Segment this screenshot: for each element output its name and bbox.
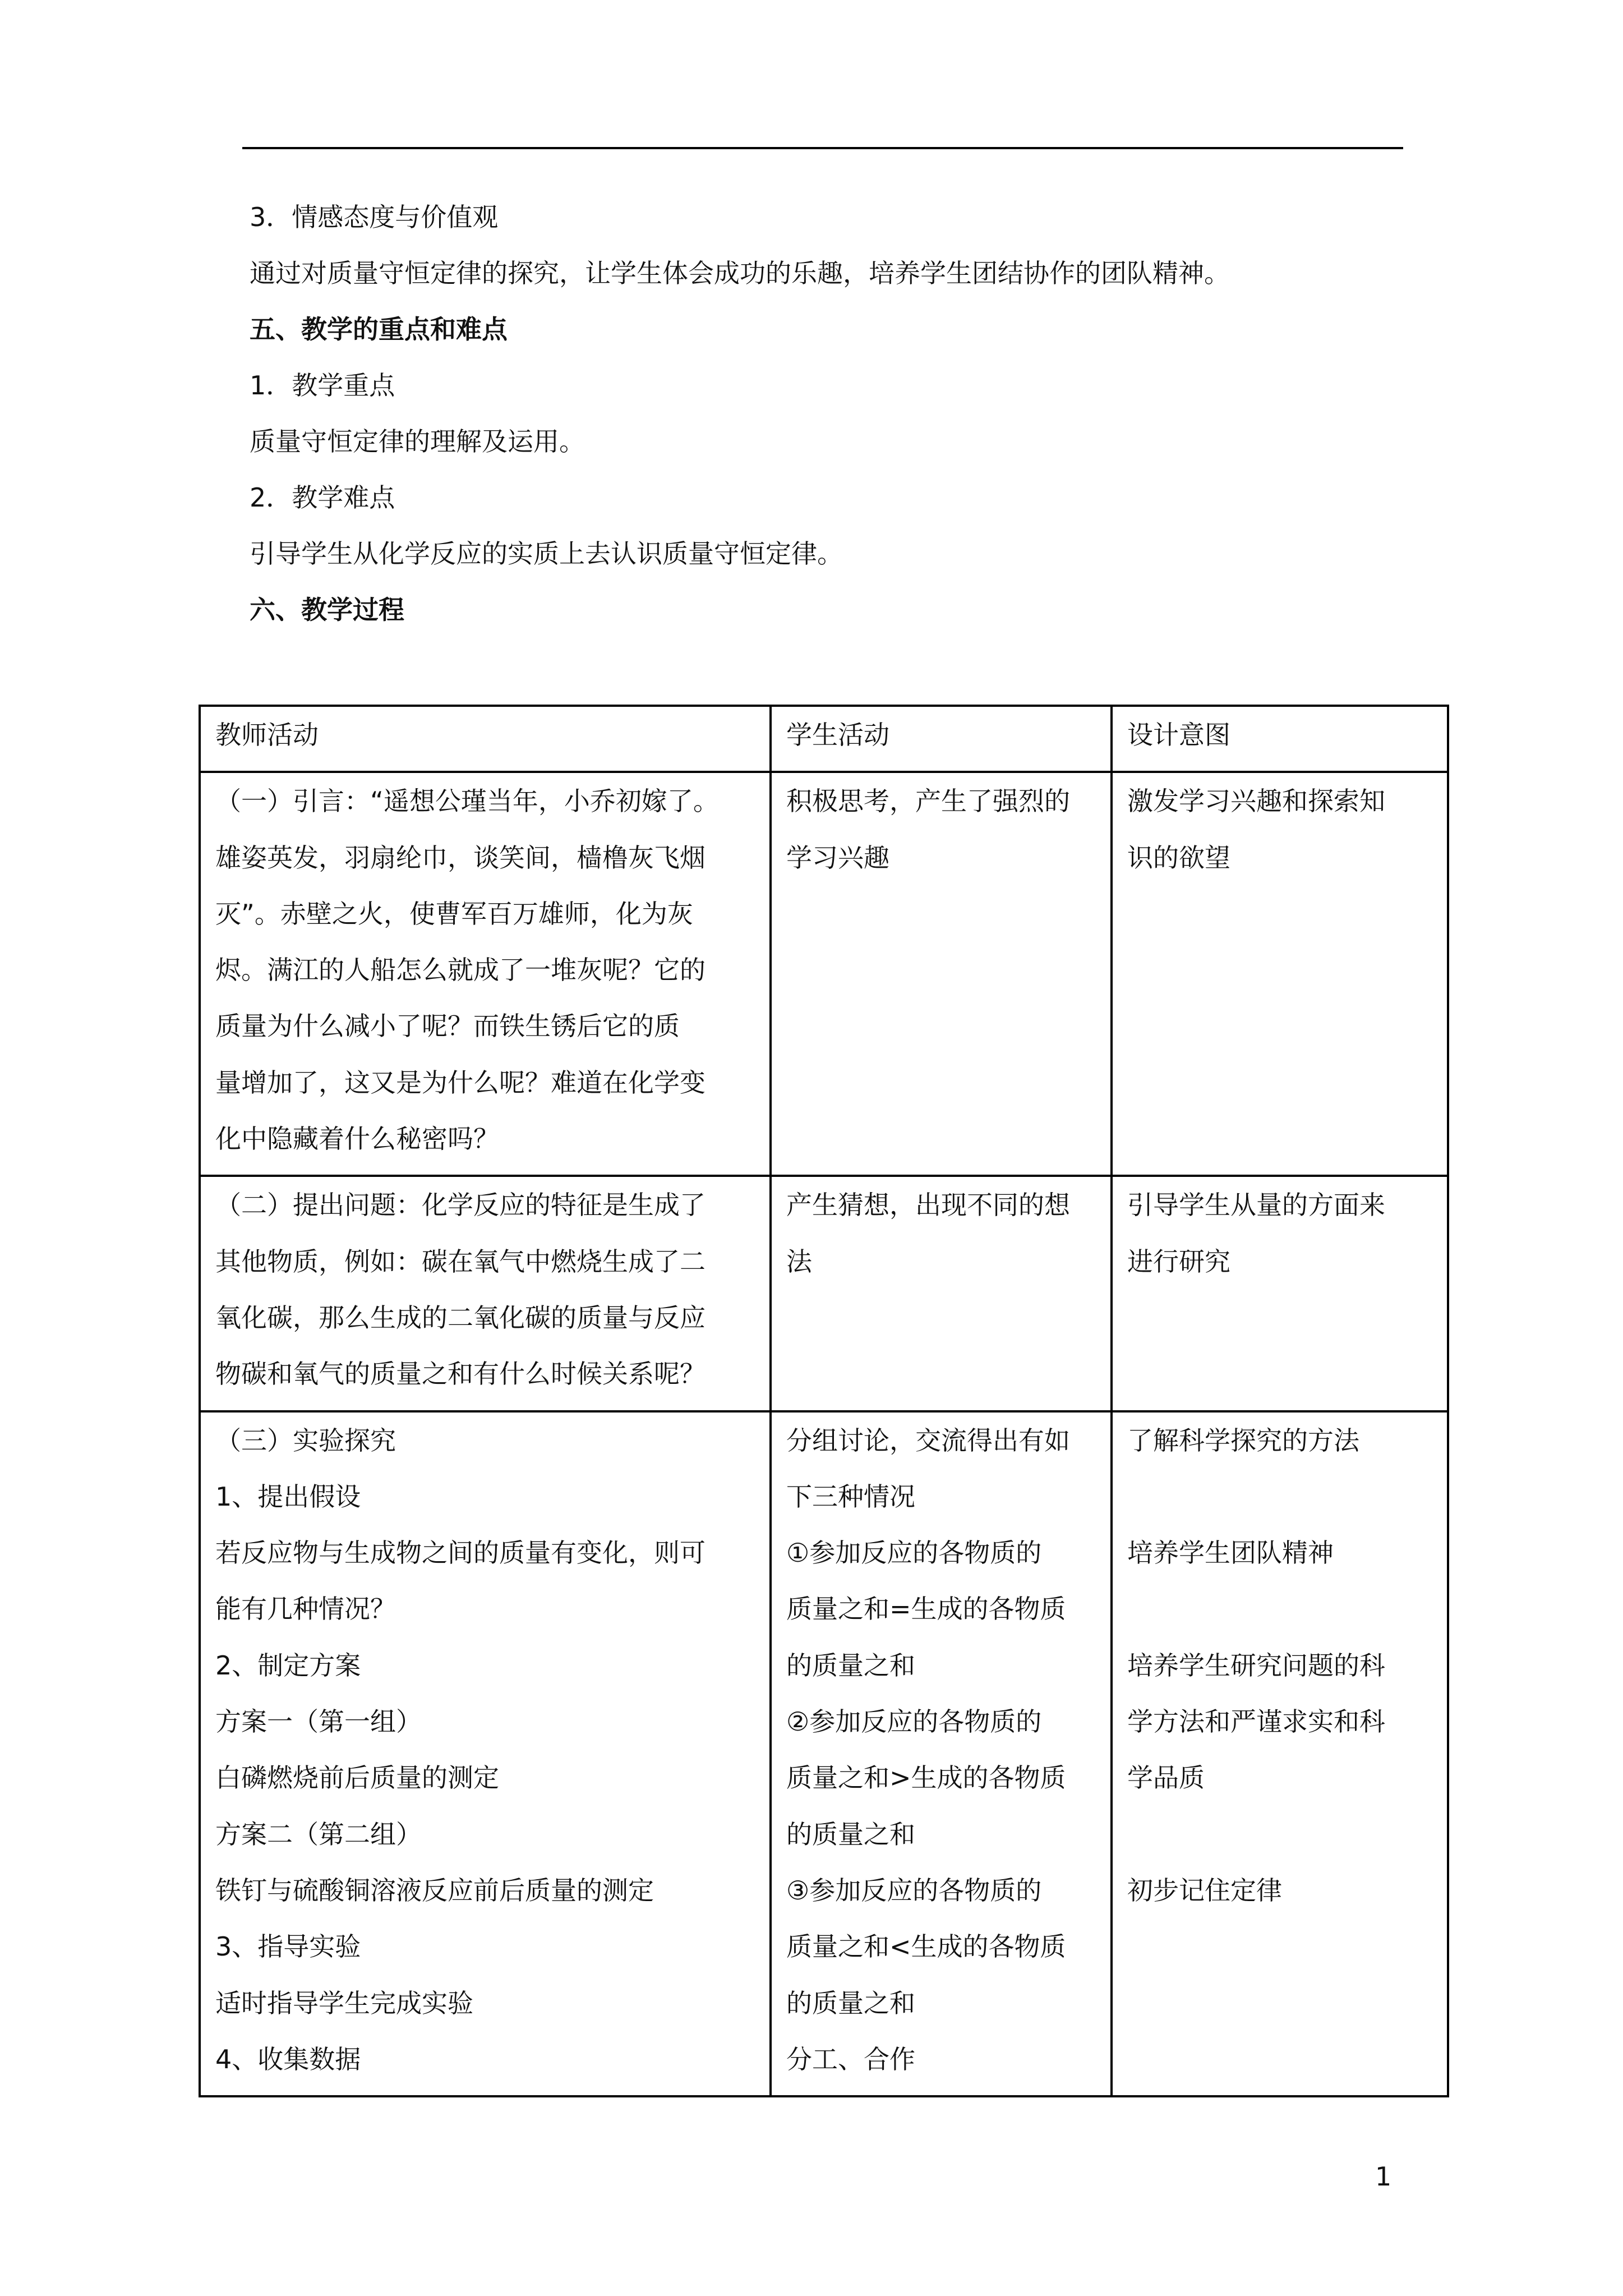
cell-text-line: 4、收集数据 [215,2044,361,2074]
cell-text-line: 氧化碳，那么生成的二氧化碳的质量与反应 [215,1302,706,1333]
cell-text-line: 1、提出假设 [215,1481,361,1512]
cell-text-line: 的质量之和 [786,1650,915,1681]
cell-text-line: 方案一（第一组） [215,1706,422,1737]
table-row [200,772,1448,1176]
cell-text-line: （二）提出问题：化学反应的特征是生成了 [215,1190,706,1221]
table-header-row [200,706,1448,772]
student-activity-cell [771,772,1112,1176]
cell-text-line: 法 [786,1246,812,1277]
table-row [200,1176,1448,1411]
header-teacher-activity: 教师活动 [200,706,771,772]
student-activity-cell [771,1411,1112,2097]
cell-text-line: 激发学习兴趣和探索知 [1127,786,1385,817]
cell-text-line: 质量之和<生成的各物质 [786,1931,1066,1962]
cell-text-line: 积极思考，产生了强烈的 [786,786,1070,817]
design-intent-cell [1112,772,1448,1176]
section-5-2-text: 引导学生从化学反应的实质上去认识质量守恒定律。 [250,539,843,569]
cell-text-line: 方案二（第二组） [215,1819,422,1849]
section-5-1-text: 质量守恒定律的理解及运用。 [250,426,585,457]
cell-text-line: 初步记住定律 [1127,1875,1282,1906]
cell-text-line: 产生猜想，出现不同的想 [786,1190,1070,1221]
cell-text-line: 学品质 [1127,1763,1205,1793]
cell-text-line: 物碳和氧气的质量之和有什么时候关系呢？ [215,1359,706,1389]
cell-text-line: 白磷燃烧前后质量的测定 [215,1763,499,1793]
header-design-intent: 设计意图 [1112,706,1448,772]
cell-text-line: 量增加了，这又是为什么呢？难道在化学变 [215,1067,706,1098]
cell-text-line: 灭”。赤壁之火，使曹军百万雄师，化为灰 [215,898,693,929]
cell-text-line: 雄姿英发，羽扇纶巾，谈笑间，樯橹灰飞烟 [215,842,706,873]
cell-text-line: 适时指导学生完成实验 [215,1987,473,2018]
cell-text-line: 的质量之和 [786,1987,915,2018]
header-student-activity: 学生活动 [771,706,1112,772]
cell-text-line: 化中隐藏着什么秘密吗？ [215,1124,499,1154]
teacher-activity-cell [200,1176,771,1411]
student-activity-cell [771,1176,1112,1411]
cell-text-line: 进行研究 [1127,1246,1230,1277]
cell-text-line: 能有几种情况？ [215,1594,396,1625]
section-5-2-heading: 2．教学难点 [250,482,395,513]
cell-text-line: （一）引言：“遥想公瑾当年，小乔初嫁了。 [215,786,719,817]
cell-text-line: 质量之和=生成的各物质 [786,1594,1066,1625]
cell-text-line [1127,1469,1432,1525]
cell-text-line: 分工、合作 [786,2044,915,2074]
cell-text-line: 3、指导实验 [215,1931,361,1962]
cell-text-line: 了解科学探究的方法 [1127,1425,1359,1456]
cell-text-line: 培养学生团队精神 [1127,1538,1334,1568]
cell-text-line: ②参加反应的各物质的 [786,1706,1042,1737]
section-3-text: 通过对质量守恒定律的探究，让学生体会成功的乐趣，培养学生团结协作的团队精神。 [250,258,1230,288]
cell-text-line: 其他物质，例如：碳在氧气中燃烧生成了二 [215,1246,706,1277]
cell-text-line: 的质量之和 [786,1819,915,1849]
section-5-1-heading: 1．教学重点 [250,370,395,401]
cell-text-line: 识的欲望 [1127,842,1230,873]
cell-text-line: 若反应物与生成物之间的质量有变化，则可 [215,1538,706,1568]
cell-text-line: 培养学生研究问题的科 [1127,1650,1385,1681]
cell-text-line: 分组讨论，交流得出有如 [786,1425,1070,1456]
cell-text-line: （三）实验探究 [215,1425,396,1456]
section-5-heading: 五、教学的重点和难点 [250,314,508,344]
cell-text-line: ①参加反应的各物质的 [786,1538,1042,1568]
teaching-process-table [199,705,1449,2097]
cell-text-line: 质量为什么减小了呢？而铁生锈后它的质 [215,1011,680,1042]
page-number: 1 [1375,2161,1392,2192]
cell-text-line: 质量之和>生成的各物质 [786,1763,1066,1793]
cell-text-line: ③参加反应的各物质的 [786,1875,1042,1906]
header-rule [242,147,1403,149]
section-6-heading: 六、教学过程 [250,595,404,625]
cell-text-line: 2、制定方案 [215,1650,361,1681]
section-3-heading: 3．情感态度与价值观 [250,202,499,232]
teacher-activity-cell [200,772,771,1176]
teacher-activity-cell [200,1411,771,2097]
table-row [200,1411,1448,2097]
cell-text-line: 铁钉与硫酸铜溶液反应前后质量的测定 [215,1875,654,1906]
cell-text-line: 学习兴趣 [786,842,889,873]
cell-text-line: 烬。满江的人船怎么就成了一堆灰呢？它的 [215,955,706,986]
cell-text-line: 学方法和严谨求实和科 [1127,1706,1385,1737]
cell-text-line: 下三种情况 [786,1481,915,1512]
design-intent-cell [1112,1176,1448,1411]
design-intent-cell [1112,1411,1448,2097]
cell-text-line: 引导学生从量的方面来 [1127,1190,1385,1221]
cell-text-line [1127,1806,1432,1862]
cell-text-line [1127,1581,1432,1637]
